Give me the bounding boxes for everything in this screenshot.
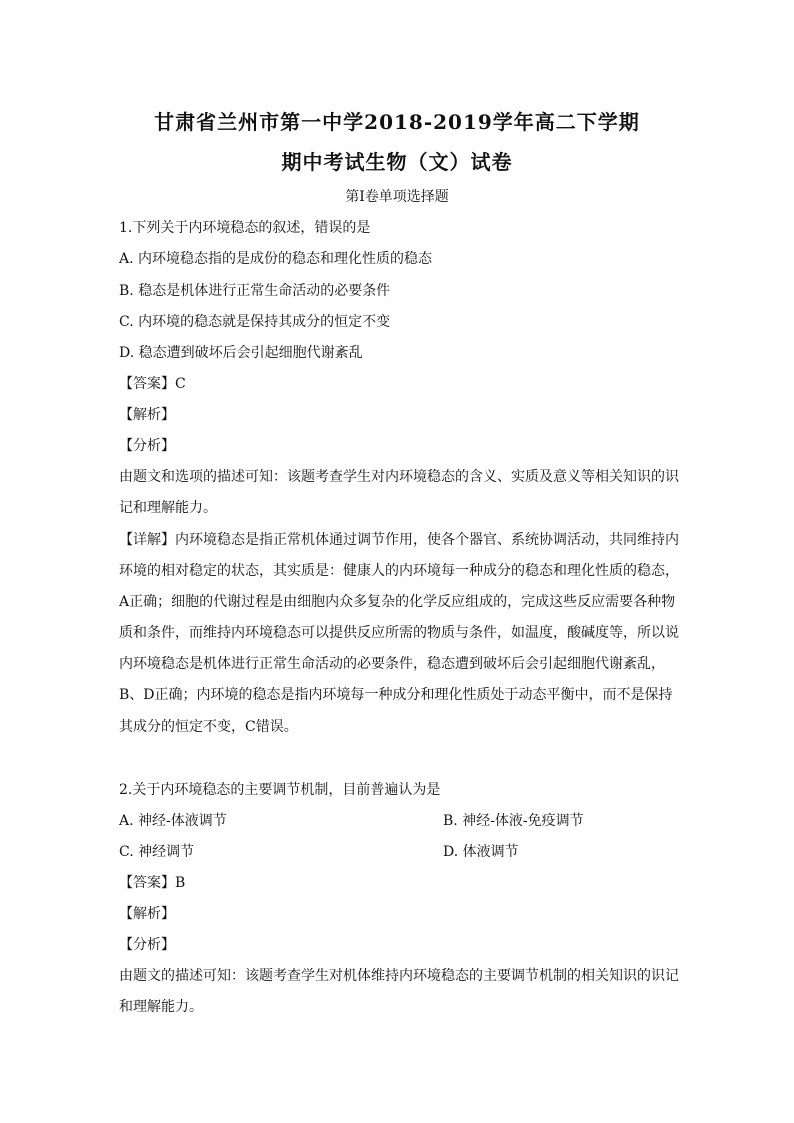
q2-fenxi-line: 和理解能力。 — [119, 999, 203, 1015]
q1-detail-line: 内环境稳态是机体进行正常生命活动的必要条件，稳态遭到破坏后会引起细胞代谢紊乱， — [119, 656, 665, 672]
q1-answer: 【答案】C — [119, 376, 186, 392]
q2-fenxi-label: 【分析】 — [119, 937, 175, 953]
q2-jiexi-label: 【解析】 — [119, 906, 175, 922]
q1-stem: 1.下列关于内环境稳态的叙述，错误的是 — [119, 220, 371, 236]
q1-option-c: C. 内环境的稳态就是保持其成分的恒定不变 — [119, 314, 391, 330]
section-heading: 第Ⅰ卷单项选择题 — [345, 189, 449, 205]
q2-option-d: D. 体液调节 — [443, 844, 519, 860]
q1-detail-line: 环境的相对稳定的状态，其实质是：健康人的内环境每一种成分的稳态和理化性质的稳态， — [119, 563, 679, 579]
q1-fenxi-label: 【分析】 — [119, 438, 175, 454]
q1-option-a: A. 内环境稳态指的是成份的稳态和理化性质的稳态 — [119, 251, 433, 267]
q2-fenxi-line: 由题文的描述可知：该题考查学生对机体维持内环境稳态的主要调节机制的相关知识的识记 — [119, 968, 679, 984]
q2-option-c: C. 神经调节 — [119, 844, 195, 860]
exam-title-line1: 甘肃省兰州市第一中学2018-2019学年高二下学期 — [154, 110, 640, 134]
q1-fenxi-line: 由题文和选项的描述可知：该题考查学生对内环境稳态的含义、实质及意义等相关知识的识 — [119, 469, 679, 485]
q1-detail-line: B、D正确；内环境的稳态是指内环境每一种成分和理化性质处于动态平衡中，而不是保持 — [119, 687, 673, 703]
q2-answer: 【答案】B — [119, 875, 186, 891]
q1-option-d: D. 稳态遭到破坏后会引起细胞代谢紊乱 — [119, 345, 363, 361]
q1-detail-line: A正确；细胞的代谢过程是由细胞内众多复杂的化学反应组成的，完成这些反应需要各种物 — [119, 594, 676, 610]
exam-title-line2: 期中考试生物（文）试卷 — [281, 150, 513, 174]
q1-jiexi-label: 【解析】 — [119, 407, 175, 423]
q2-stem: 2.关于内环境稳态的主要调节机制，目前普遍认为是 — [119, 782, 441, 798]
q1-detail-line: 质和条件，而维持内环境稳态可以提供反应所需的物质与条件，如温度，酸碱度等，所以说 — [119, 625, 679, 641]
q1-detail-line: 其成分的恒定不变，C错误。 — [119, 719, 298, 735]
q1-fenxi-line: 记和理解能力。 — [119, 500, 217, 516]
q2-option-b: B. 神经-体液-免疫调节 — [443, 813, 584, 829]
q1-detail-line: 【详解】内环境稳态是指正常机体通过调节作用，使各个器官、系统协调活动，共同维持内 — [119, 532, 679, 548]
q1-option-b: B. 稳态是机体进行正常生命活动的必要条件 — [119, 283, 391, 299]
q2-option-a: A. 神经-体液调节 — [119, 813, 227, 829]
